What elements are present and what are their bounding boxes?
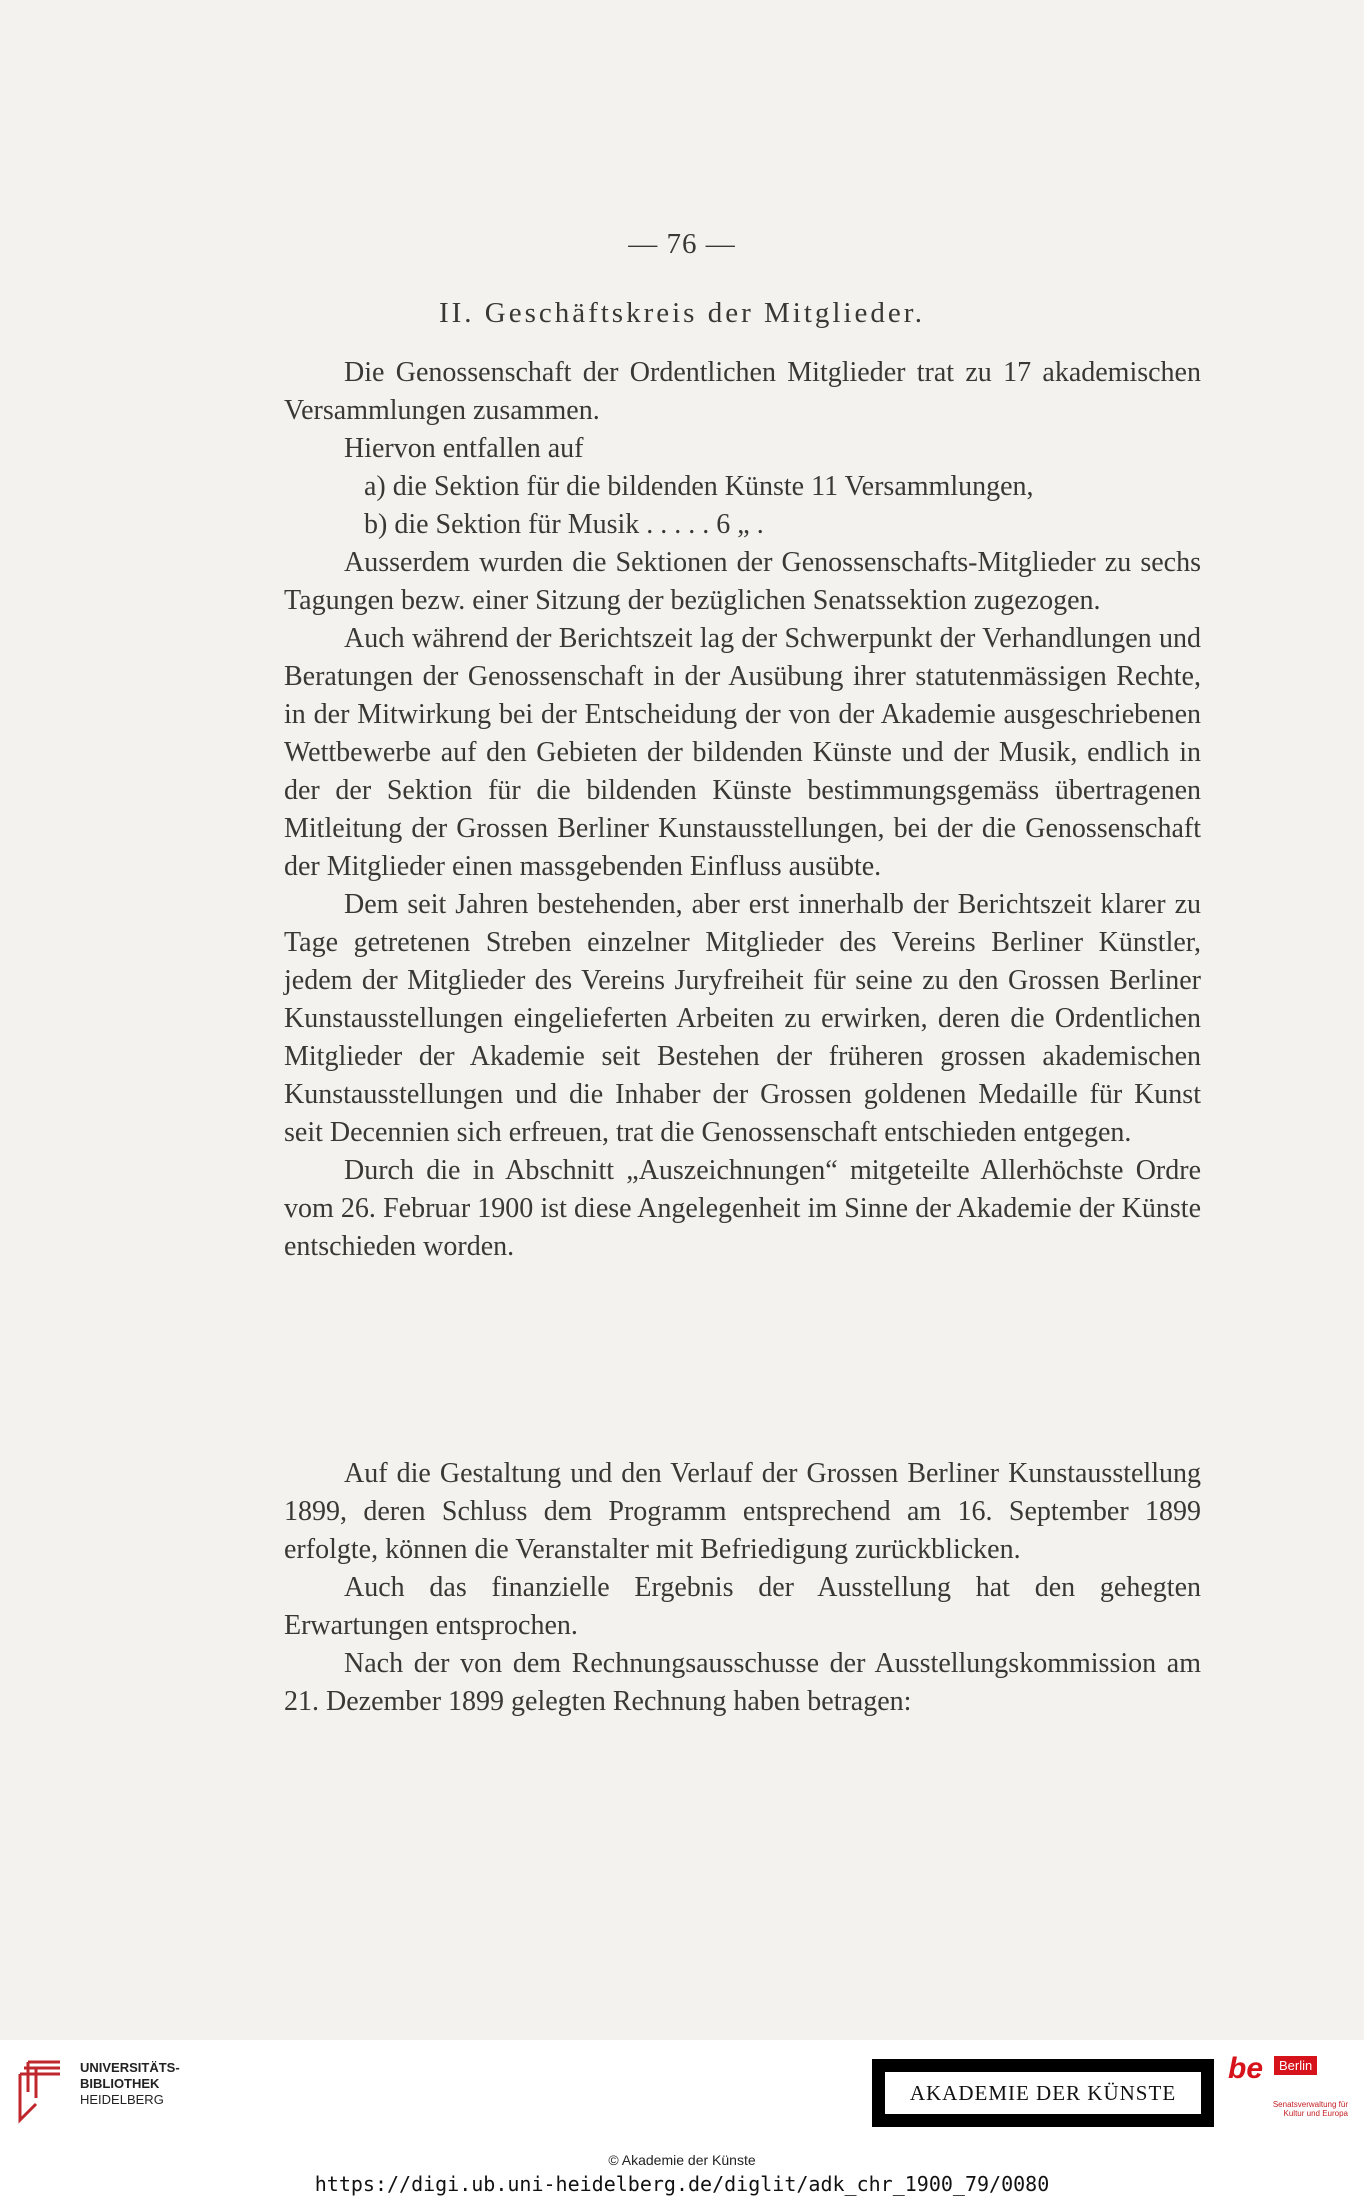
library-line: HEIDELBERG: [80, 2092, 164, 2107]
paragraph: Durch die in Abschnitt „Auszeichnungen“ mitgeteilte Allerhöchste Ordre vom 26. Februar 1900 ist diese Angelegenheit im Sinne der Akademie der Künste entschieden worden.: [284, 1155, 1201, 1262]
list-item-a: a) die Sektion für die bildenden Künste 11 Versammlungen,: [364, 471, 1034, 502]
berlin-subtitle: Senatsverwaltung für Kultur und Europa: [1272, 2100, 1348, 2118]
paragraph: Dem seit Jahren bestehenden, aber erst innerhalb der Berichtszeit klarer zu Tage getretenen Streben einzelner Mitglieder des Vereins Berliner Künstler, jedem der Mitglieder des Vereins Juryfreiheit für seine zu den Grossen Berliner Kunstausstellungen eingelieferten Arbeiten zu erwirken, deren die Ordentlichen Mitglieder der Akademie seit Bestehen der früheren grossen akademischen Kunstausstellungen und die Inhaber der Grossen goldenen Medaille für Kunst seit Decennien sich erfreuen, trat die Genossenschaft entschieden entgegen.: [284, 889, 1201, 1148]
section-heading: II. Geschäftskreis der Mitglieder.: [438, 297, 926, 329]
library-line: UNIVERSITÄTS-: [80, 2060, 180, 2075]
paragraph: Auf die Gestaltung und den Verlauf der Grossen Berliner Kunstausstellung 1899, deren Schluss dem Programm entsprechend am 16. September 1899 erfolgte, können die Veranstalter mit Befriedigung zurückblicken.: [284, 1458, 1201, 1565]
paragraph: Auch während der Berichtszeit lag der Schwerpunkt der Verhandlungen und Beratungen der Genossenschaft in der Ausübung ihrer statutenmässigen Rechte, in der Mitwirkung bei der Entscheidung der von der Akademie ausgeschriebenen Wettbewerbe auf den Gebieten der bildenden Künste und der Musik, endlich in der der Sektion für die bildenden Künste bestimmungsgemäss übertragenen Mitleitung der Grossen Berliner Kunstausstellungen, bei der die Genossenschaft der Mitglieder einen massgebenden Einfluss ausübte.: [284, 623, 1201, 882]
viewer-footer: [0, 2040, 1364, 2207]
text-block-membership: [284, 354, 1201, 1266]
list-lead: Hiervon entfallen auf: [344, 433, 584, 464]
berlin-senate-logo[interactable]: [1228, 2052, 1348, 2124]
akademie-logo[interactable]: [872, 2059, 1214, 2127]
university-library-name[interactable]: [80, 2060, 180, 2108]
library-line: BIBLIOTHEK: [80, 2076, 160, 2091]
copyright-notice: © Akademie der Künste: [608, 2152, 756, 2168]
permalink-url[interactable]: https://digi.ub.uni-heidelberg.de/diglit/adk_chr_1900_79/0080: [314, 2172, 1050, 2196]
page-number: — 76 —: [628, 228, 736, 260]
paragraph: Nach der von dem Rechnungsausschusse der Ausstellungskommission am 21. Dezember 1899 gelegten Rechnung haben betragen:: [284, 1648, 1201, 1717]
berlin-tag: Berlin: [1274, 2056, 1317, 2075]
university-library-logo-icon[interactable]: [14, 2052, 74, 2124]
paragraph: Die Genossenschaft der Ordentlichen Mitglieder trat zu 17 akademischen Versammlungen zusammen.: [284, 357, 1201, 426]
list-item-b: b) die Sektion für Musik . . . . . 6 „ .: [364, 509, 764, 540]
text-block-exhibition: [284, 1455, 1201, 1721]
paragraph-list: [284, 430, 1201, 544]
paragraph: Auch das finanzielle Ergebnis der Ausstellung hat den gehegten Erwartungen entsprochen.: [284, 1572, 1201, 1641]
akademie-logo-text: AKADEMIE DER KÜNSTE: [885, 2072, 1201, 2114]
berlin-be-mark: be: [1228, 2052, 1264, 2085]
paragraph: Ausserdem wurden die Sektionen der Genossenschafts-Mitglieder zu sechs Tagungen bezw. einer Sitzung der bezüglichen Senatssektion zugezogen.: [284, 547, 1201, 616]
